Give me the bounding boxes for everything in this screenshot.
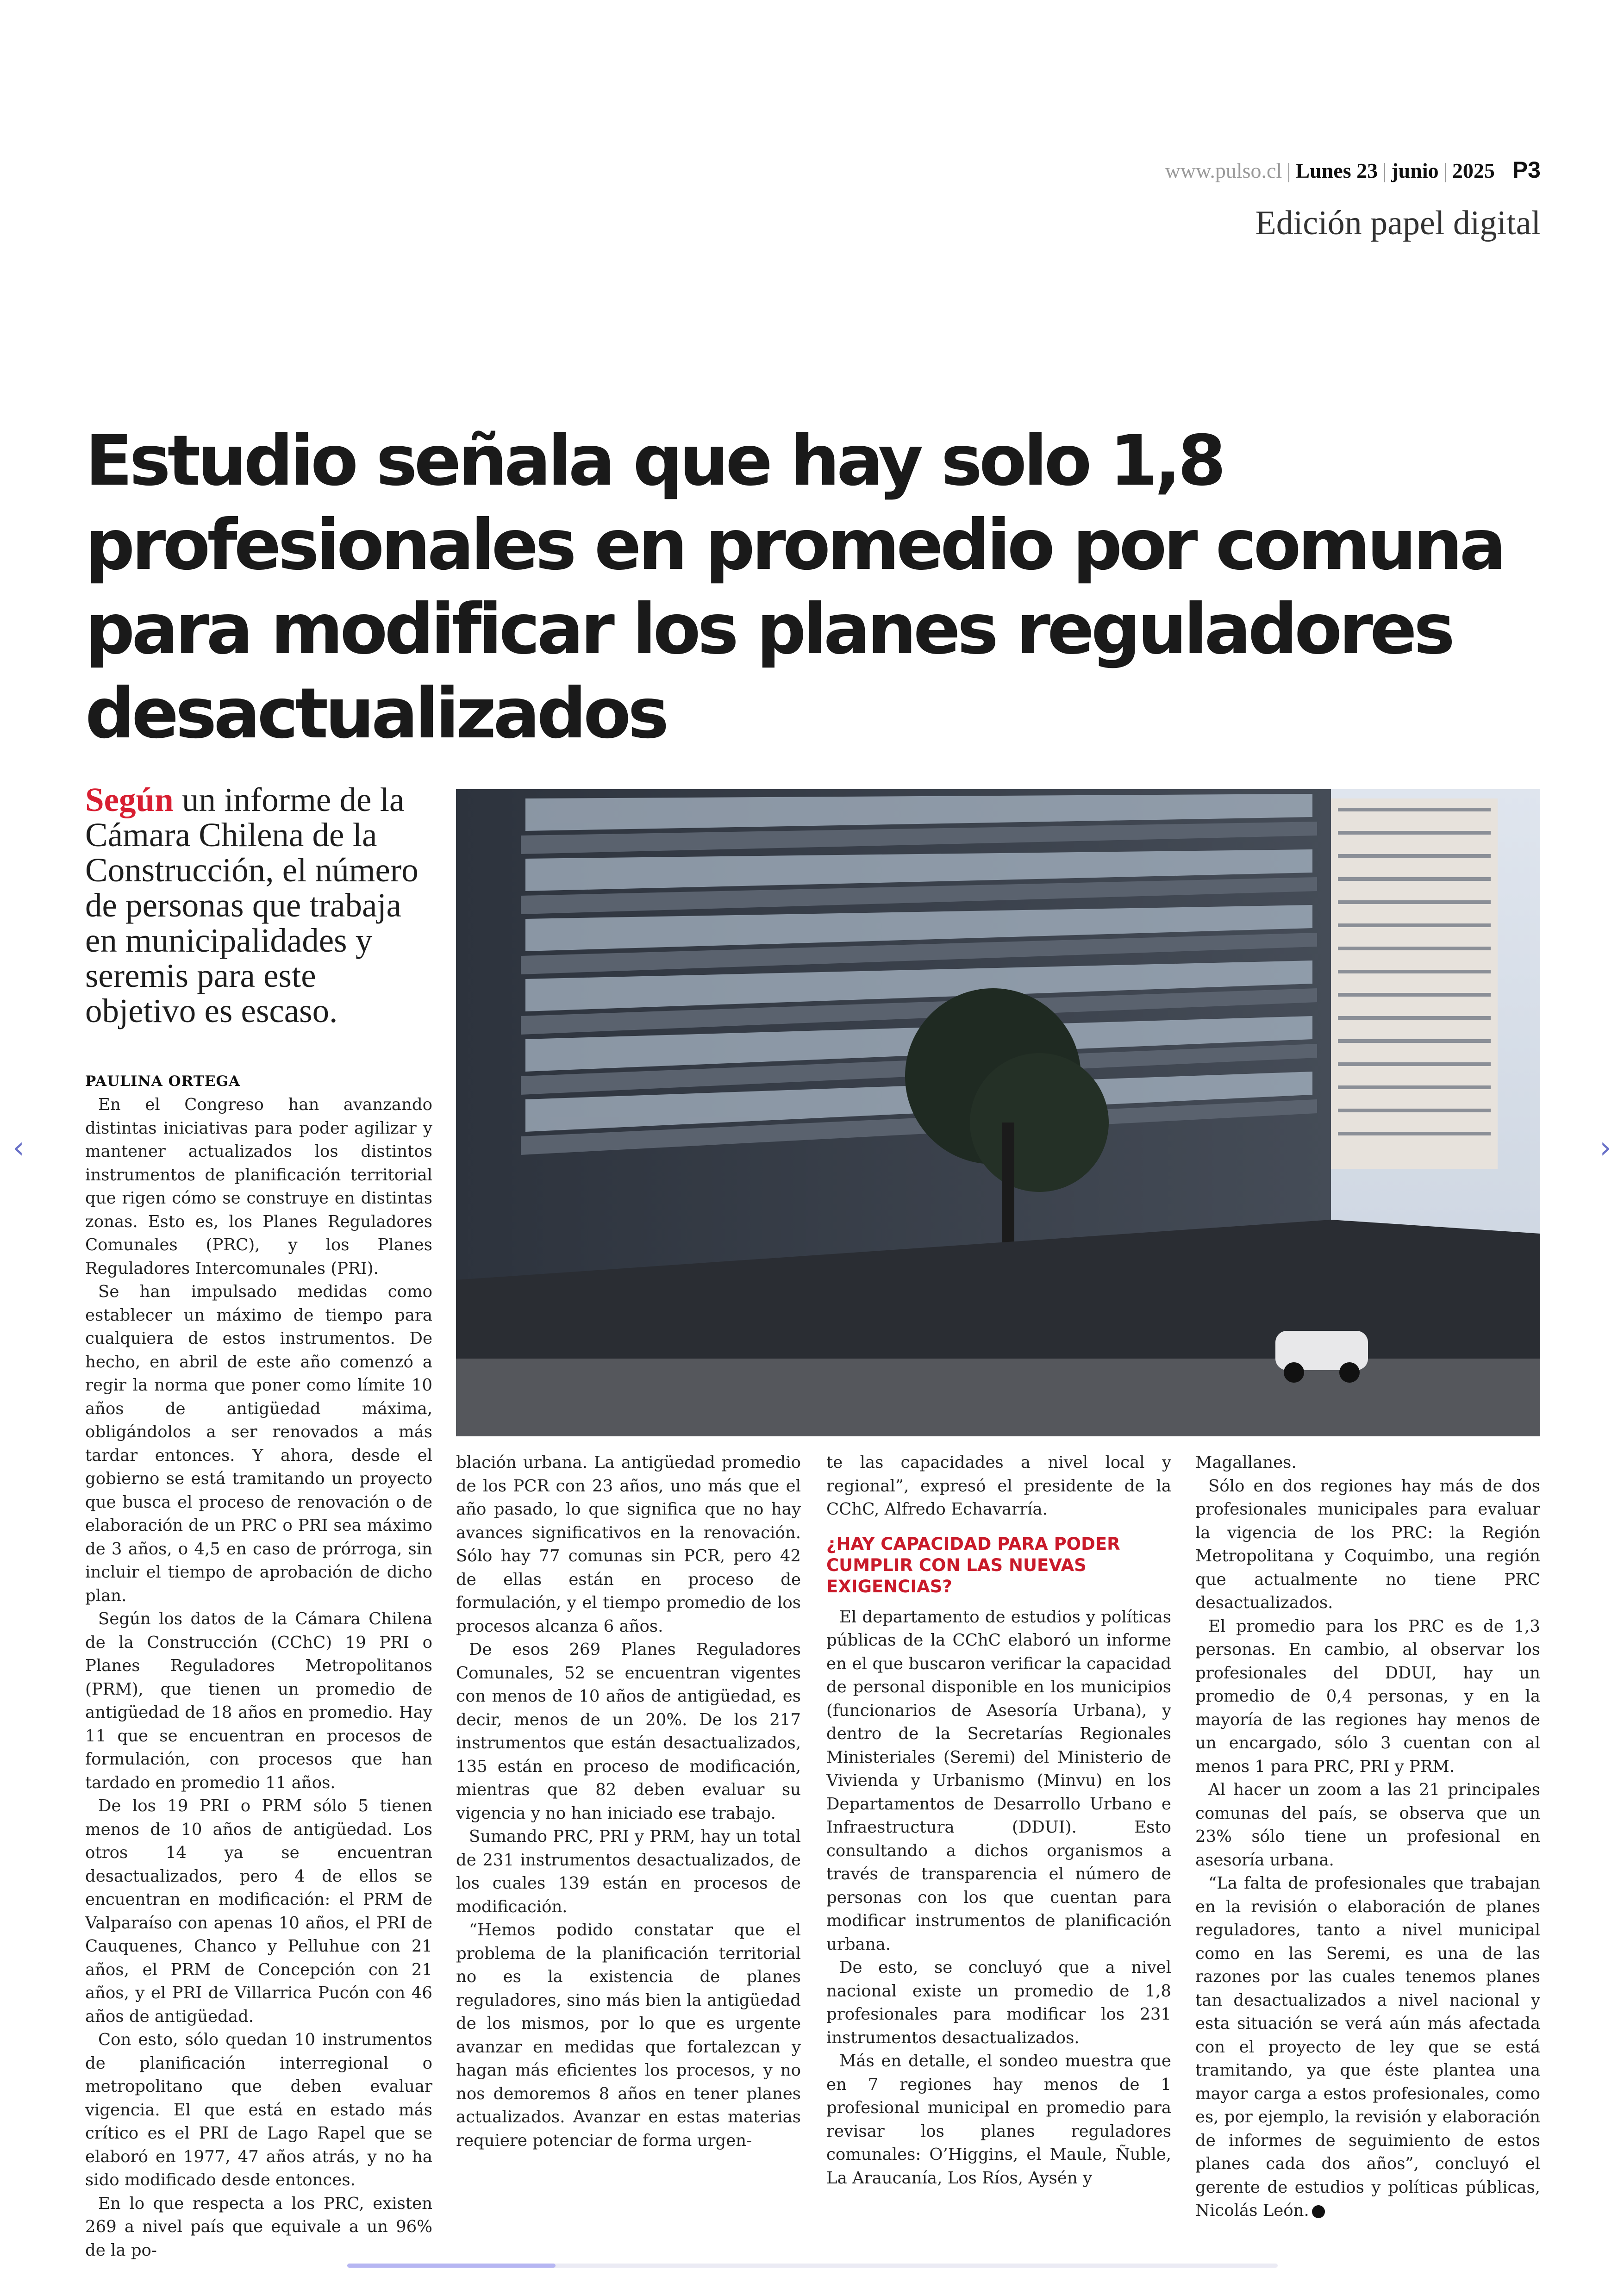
closing-paragraph-text: “La falta de profesionales que trabajan en la revisión o elaboración de planes reguladores, tanto a nivel municipal como en las Seremi, es una de las razones por las cuales tenemos planes tan desactualizados a nivel nacional y esta situación se verá aún más afectada con el proyecto de ley que se está tramitando, ya que éste plantea una mayor carga a estos profesionales, como es, por ejemplo, la revisión y elaboración de informes de seguimiento de estos planes cada dos años”, concluyó el gerente de estudios y políticas públicas, Nicolás León. — [1195, 1874, 1540, 2220]
next-page-button[interactable]: › — [1599, 1131, 1612, 1165]
paragraph: De esto, se concluyó que a nivel nacional existe un promedio de 1,8 profesionales para modificar los 231 instrumentos desactualizados. — [826, 1958, 1171, 2047]
paragraph: El departamento de estudios y políticas públicas de la CChC elaboró un informe en el que buscaron verificar la capacidad de personal disponible en los municipios (funcionarios de Asesoría Urbana), y dentro de la Secretarías Regionales Ministeriales (Seremi) del Ministerio de Vivienda y Urbanismo (Minvu) en los Departamentos de Desarrollo Urbano e Infraestructura (DDUI). Esto consultando a dichos organismos a través de transparencia el número de personas con los que cuentan para modificar instrumentos de planificación urbana. — [826, 1607, 1171, 1954]
building-photo-illustration — [456, 789, 1540, 1436]
paragraph: De los 19 PRI o PRM sólo 5 tienen menos de 10 años de antigüedad. Los otros 14 ya se encuentran desactualizados, pero 4 de ellos se encuentran en modificación: el PRM de Valparaíso con apenas 10 años, el PRI de Cauquenes, Chanco y Pelluhue con 21 años, el PRM de Concepción con 21 años, y el PRI de Villarrica Pucón con 46 años de antigüedad. — [85, 1796, 432, 2026]
paragraph — [1195, 1872, 1540, 2223]
article-column-3 — [826, 1451, 1171, 2190]
article-column-1 — [85, 1093, 432, 2262]
article-lead — [85, 782, 428, 1029]
end-mark-icon: P — [1312, 2205, 1325, 2218]
section-subheading: ¿HAY CAPACIDAD PARA PODER CUMPLIR CON LAS NUEVAS EXIGENCIAS? — [826, 1534, 1120, 1597]
paragraph: Con esto, sólo quedan 10 instrumentos de planificación interregional o metropolitano que deben evaluar vigencia. El que está en estado más crítico es el PRI de Lago Rapel que se elaboró en 1977, 47 años atrás, y no ha sido modificado desde entonces. — [85, 2030, 432, 2189]
byline: PAULINA ORTEGA — [85, 1073, 241, 1090]
paragraph: Sumando PRC, PRI y PRM, hay un total de 231 instrumentos desactualizados, de los cuales 139 están en procesos de modificación. — [456, 1827, 801, 1916]
date-month: junio — [1391, 159, 1439, 182]
paragraph: te las capacidades a nivel local y regional”, expresó el presidente de la CChC, Alfredo Echavarría. — [826, 1453, 1171, 1519]
page-header: www.pulso.cl | Lunes 23 | junio | 2025 P3 — [1165, 157, 1541, 183]
page-number: P3 — [1512, 157, 1541, 183]
article-photo — [456, 789, 1540, 1436]
paragraph: Magallanes. — [1195, 1453, 1297, 1472]
lead-kicker: Según — [85, 781, 174, 818]
paragraph: El promedio para los PRC es de 1,3 personas. En cambio, al observar los profesionales del DDUI, hay un promedio de 0,4 personas, y en la mayoría de las regiones hay menos de un encargado, sólo 3 cuentan con al menos 1 para PRC, PRI y PRM. — [1195, 1616, 1540, 1776]
paragraph: Se han impulsado medidas como establecer un máximo de tiempo para cualquiera de estos instrumentos. De hecho, en abril de este año comenzó a regir la norma que poner como límite 10 años de antigüedad máxima, obligándolos a ser renovados a más tardar entonces. Y ahora, desde el gobierno se está tramitando un proyecto que busca el proceso de renovación o de elaboración de un PRC o PRI sea máximo de 3 años, o 4,5 en caso de prórroga, sin incluir el tiempo de aprobación de dicho plan. — [85, 1282, 432, 1605]
paragraph: “Hemos podido constatar que el problema de la planificación territorial no es la existencia de planes reguladores, sino más bien la antigüedad de los mismos, por lo que es urgente avanzar en medidas que fortalezcan y hagan más eficientes los procesos, y no nos demoremos 8 años en tener planes actualizados. Avanzar en estas materias requiere potenciar de forma urgen- — [456, 1921, 801, 2150]
date-day: Lunes 23 — [1295, 159, 1378, 182]
previous-page-button[interactable]: ‹ — [12, 1131, 25, 1165]
date-year: 2025 — [1452, 159, 1495, 182]
paragraph: blación urbana. La antigüedad promedio de los PCR con 23 años, uno más que el año pasado, lo que significa que no hay avances significativos en la renovación. Sólo hay 77 comunas sin PCR, pero 42 de ellas están en proceso de formulación, y el tiempo promedio de los procesos alcanza 6 años. — [456, 1453, 801, 1636]
edition-label: Edición papel digital — [1255, 204, 1541, 242]
paragraph: Sólo en dos regiones hay más de dos profesionales municipales para evaluar la vigencia de los PRC: la Región Metropolitana y Coquimbo, una región que actualmente no tiene PRC desactualizados. — [1195, 1476, 1540, 1612]
article-column-4 — [1195, 1451, 1540, 2223]
paragraph: Según los datos de la Cámara Chilena de la Construcción (CChC) 19 PRI o Planes Reguladores Metropolitanos (PRM), que tienen un promedio de antigüedad de 18 años en promedio. Hay 11 que se encuentran en procesos de formulación, con procesos que han tardado en promedio 11 años. — [85, 1609, 432, 1792]
paragraph: Al hacer un zoom a las 21 principales comunas del país, se observa que un 23% sólo tiene un profesional en asesoría urbana. — [1195, 1780, 1540, 1870]
page-scrollbar[interactable] — [347, 2264, 1278, 2268]
paragraph: En lo que respecta a los PRC, existen 269 a nivel país que equivale a un 96% de la po- — [85, 2194, 432, 2260]
paragraph: De esos 269 Planes Reguladores Comunales, 52 se encuentran vigentes con menos de 10 años de antigüedad, es decir, menos de un 20%. De los 217 instrumentos que están desactualizados, 135 están en proceso de modificación, mientras que 82 deben evaluar su vigencia y no han iniciado ese trabajo. — [456, 1640, 801, 1823]
paragraph: Más en detalle, el sondeo muestra que en 7 regiones hay menos de 1 profesional municipal en promedio para revisar los planes reguladores comunales: O’Higgins, el Maule, Ñuble, La Araucanía, Los Ríos, Aysén y — [826, 2052, 1171, 2188]
article-headline: Estudio señala que hay solo 1,8 profesionales en promedio por comuna para modificar los planes reguladores desactualizados — [85, 421, 1503, 754]
scrollbar-thumb[interactable] — [347, 2264, 556, 2268]
lead-text: un informe de la Cámara Chilena de la Construcción, el número de personas que trabaja en municipalidades y seremis para este objetivo es escaso. — [85, 781, 418, 1029]
site-url[interactable]: www.pulso.cl — [1165, 159, 1282, 182]
paragraph: En el Congreso han avanzando distintas iniciativas para poder agilizar y mantener actualizados los distintos instrumentos de planificación territorial que rigen cómo se construye en distintas zonas. Esto es, los Planes Reguladores Comunales (PRC), y los Planes Reguladores Intercomunales (PRI). — [85, 1095, 432, 1278]
article-column-2 — [456, 1451, 801, 2152]
